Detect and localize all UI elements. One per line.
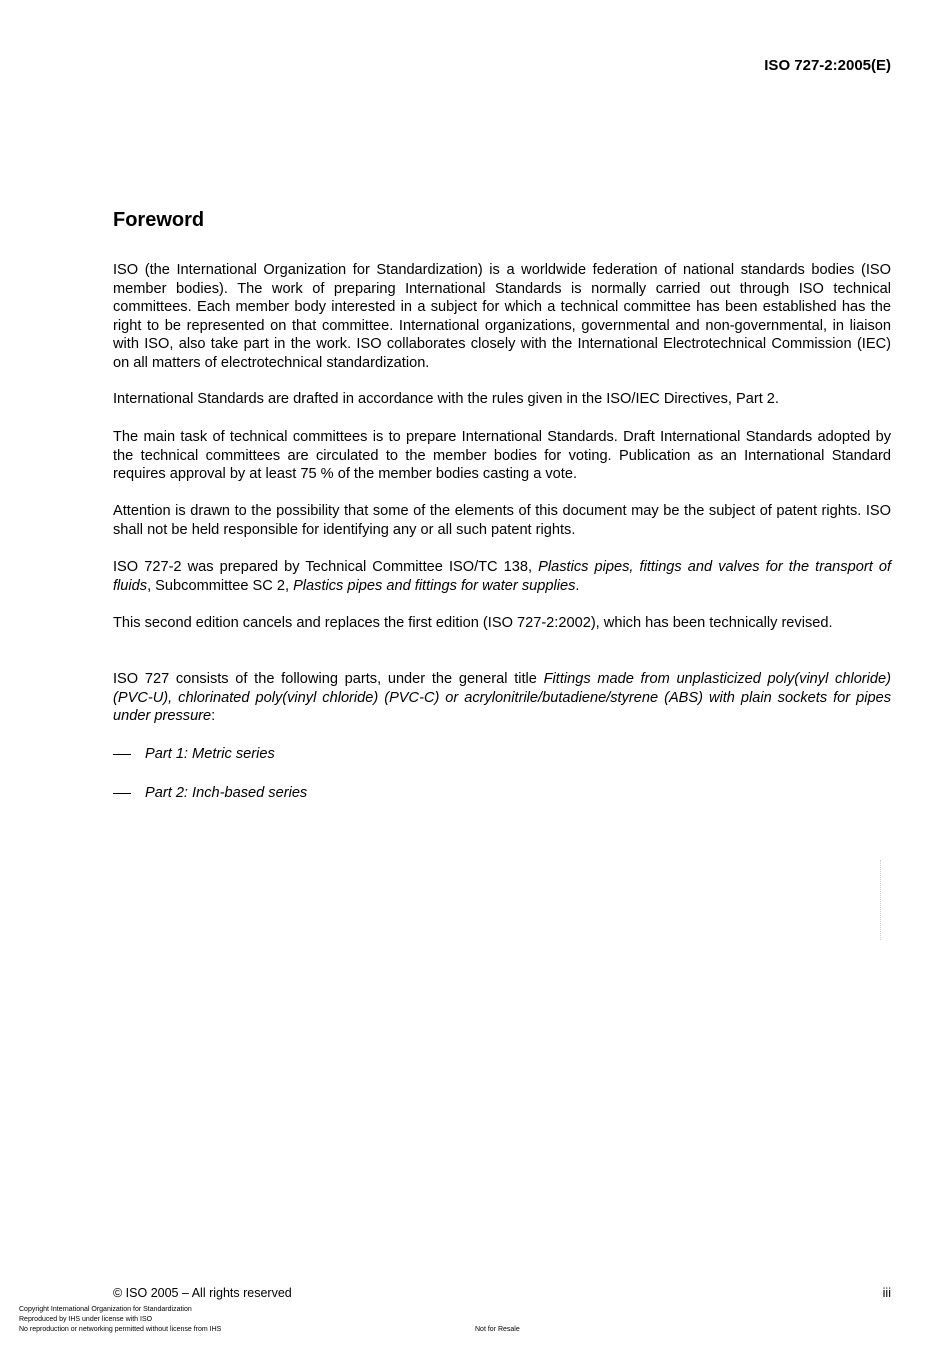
- dash-icon: [113, 754, 131, 755]
- committee-title: Plastics pipes, fittings and valves for the transport of fluids: [113, 559, 891, 594]
- subcommittee-title: Plastics pipes and fittings for water supplies: [293, 577, 576, 594]
- footer-rights: © ISO 2005 – All rights reserved: [113, 1286, 292, 1300]
- paragraph: [113, 558, 891, 595]
- text: :: [211, 708, 216, 724]
- page-title: Foreword: [113, 209, 205, 231]
- text: , Subcommittee SC 2,: [147, 577, 294, 594]
- paragraph: ISO (the International Organization for Standardization) is a worldwide federation of national standards bodies (ISO member bodies). The work of preparing International Standards is normally carried out through ISO technical committees. Each member body interested in a subject for which a technical committee has been established has the right to be represented on that committee. International organizations, governmental and non-governmental, in liaison with ISO, also take part in the work. ISO collaborates closely with the International Electrotechnical Commission (IEC) on all matters of electrotechnical standardization.: [113, 262, 891, 371]
- text: .: [575, 577, 580, 594]
- paragraph: [113, 670, 891, 726]
- paragraph: The main task of technical committees is to prepare International Standards. Draft International Standards adopted by the technical committees are circulated to the member bodies for voting. Publication as an International Standard requires approval by at least 75 % of the member bodies casting a vote.: [113, 429, 891, 482]
- part-label: Part 1: Metric series: [145, 746, 275, 762]
- text: ISO 727-2 was prepared by Technical Committee ISO/TC 138,: [113, 559, 539, 575]
- part-label: Part 2: Inch-based series: [145, 785, 308, 801]
- general-title: Fittings made from unplasticized poly(vinyl chloride) (PVC-U), chlorinated poly(vinyl chloride) (PVC-C) or acrylonitrile/butadiene/styrene (ABS) with plain sockets for pipes under pressure: [113, 671, 891, 724]
- paragraph: International Standards are drafted in accordance with the rules given in the ISO/IEC Directives, Part 2.: [113, 391, 779, 407]
- list-item: [113, 745, 275, 764]
- document-id: ISO 727-2:2005(E): [764, 57, 891, 74]
- dash-icon: [113, 793, 131, 794]
- text: ISO 727 consists of the following parts, under the general title: [113, 671, 544, 687]
- copyright-line: Reproduced by IHS under license with ISO: [19, 1316, 153, 1323]
- paragraph: Attention is drawn to the possibility that some of the elements of this document may be the subject of patent rights. ISO shall not be held responsible for identifying any or all such patent rights.: [113, 503, 891, 538]
- list-item: [113, 784, 307, 803]
- watermark-vertical: [880, 860, 883, 940]
- page-number: iii: [882, 1286, 891, 1300]
- paragraph: This second edition cancels and replaces the first edition (ISO 727-2:2002), which has been technically revised.: [113, 615, 833, 631]
- not-for-resale: Not for Resale: [475, 1326, 520, 1333]
- copyright-line: Copyright International Organization for Standardization: [19, 1306, 192, 1313]
- copyright-line: No reproduction or networking permitted without license from IHS: [19, 1326, 222, 1333]
